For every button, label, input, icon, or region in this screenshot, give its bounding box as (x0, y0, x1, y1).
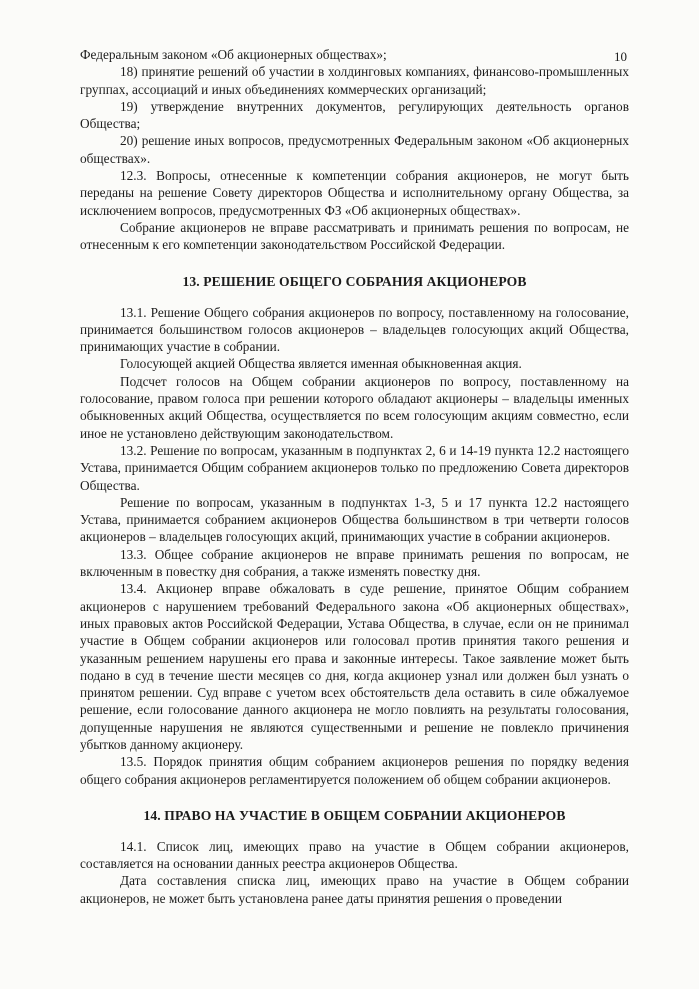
paragraph-13-2-b: Решение по вопросам, указанным в подпунктах 1-3, 5 и 17 пункта 12.2 настоящего Устава, принимается собранием акционеров Общества большинством в три четверти голосов акционеров – владельцев голосующих акций, принимающих участие в собрании акционеров. (80, 494, 629, 545)
paragraph-intro-1: Федеральным законом «Об акционерных обществах»; (80, 47, 387, 62)
paragraph-13-5: 13.5. Порядок принятия общим собранием акционеров решения по порядку ведения общего собрания акционеров регламентируется положением об общем собрании акционеров. (80, 754, 629, 787)
section-13-heading: 13. РЕШЕНИЕ ОБЩЕГО СОБРАНИЯ АКЦИОНЕРОВ (182, 273, 527, 289)
paragraph-13-3: 13.3. Общее собрание акционеров не вправе принимать решения по вопросам, не включенным в повестку дня собрания, а также изменять повестку дня. (80, 546, 629, 580)
paragraph-item-18: 18) принятие решений об участии в холдинговых компаниях, финансово-промышленных группах, ассоциаций и иных объединениях коммерческих организаций; (80, 64, 629, 97)
paragraph-item-19: 19) утверждение внутренних документов, регулирующих деятельность органов Общества; (80, 98, 629, 132)
paragraph-13-1-b: Голосующей акцией Общества является именная обыкновенная акция. (120, 356, 522, 372)
paragraph-13-1-c: Подсчет голосов на Общем собрании акционеров по вопросу, поставленному на голосование, правом голоса при решении которого обладают акционеры – владельцы именных обыкновенных акций Общества, осуществляется по всем голосующим акциям совместно, если иное не установлено действующим законодательством. (80, 373, 629, 441)
paragraph-12-3-cont: Собрание акционеров не вправе рассматривать и принимать решения по вопросам, не отнесенным к его компетенции законодательством Российской Федерации. (80, 219, 629, 253)
paragraph-14-1-b: Дата составления списка лиц, имеющих право на участие в Общем собрании акционеров, не может быть установлена ранее даты принятия решения о проведении (80, 873, 629, 906)
page-number: 10 (614, 49, 627, 64)
paragraph-14-1: 14.1. Список лиц, имеющих право на участие в Общем собрании акционеров, составляется на основании данных реестра акционеров Общества. (80, 838, 629, 872)
paragraph-13-2: 13.2. Решение по вопросам, указанным в подпунктах 2, 6 и 14-19 пункта 12.2 настоящего Устава, принимается Общим собранием акционеров только по предложению Совета директоров Общества. (80, 442, 629, 493)
paragraph-13-1: 13.1. Решение Общего собрания акционеров по вопросу, поставленному на голосование, принимается большинством голосов акционеров – владельцев голосующих акций Общества, принимающих участие в собрании. (80, 304, 629, 355)
paragraph-13-4: 13.4. Акционер вправе обжаловать в суде решение, принятое Общим собранием акционеров с нарушением требований Федерального закона «Об акционерных обществах», иных правовых актов Российской Федерации, Устава Общества, в случае, если он не принимал участие в Общем собрании акционеров или голосовал против принятия такого решения и указанным решением нарушены его права и законные интересы. Такое заявление может быть подано в суд в течение шести месяцев со дня, когда акционер узнал или должен был узнать о принятом решении. Суд вправе с учетом всех обстоятельств дела оставить в силе обжалуемое решение, если голосование данного акционера не могло повлиять на результаты голосования, допущенные нарушения не являются существенными и решение не повлекло причинения убытков данному акционеру. (80, 581, 629, 752)
paragraph-item-20: 20) решение иных вопросов, предусмотренных Федеральным законом «Об акционерных обществах». (80, 133, 629, 166)
paragraph-12-3: 12.3. Вопросы, отнесенные к компетенции собрания акционеров, не могут быть переданы на решение Совету директоров Общества и исполнительному органу Общества, за исключением вопросов, предусмотренных ФЗ «Об акционерных обществах». (80, 168, 629, 218)
section-14-heading: 14. ПРАВО НА УЧАСТИЕ В ОБЩЕМ СОБРАНИИ АКЦИОНЕРОВ (143, 807, 566, 823)
